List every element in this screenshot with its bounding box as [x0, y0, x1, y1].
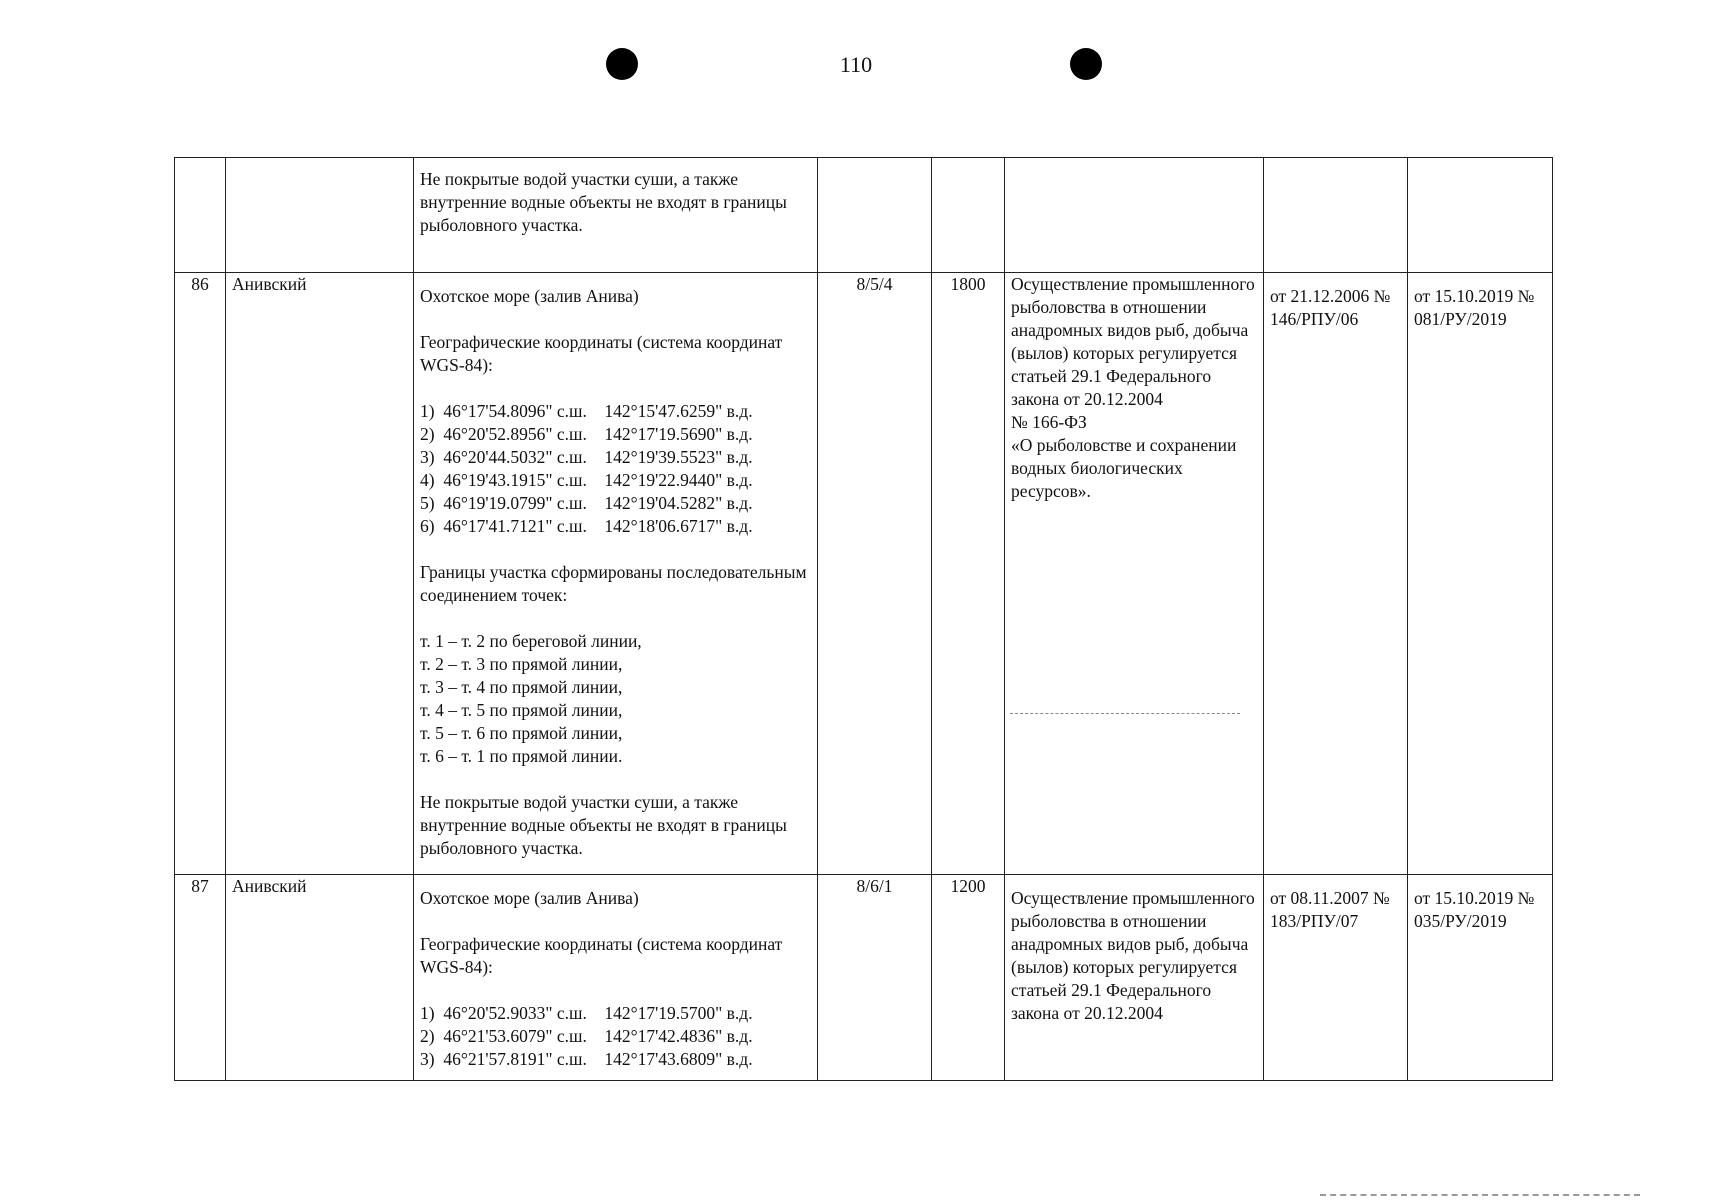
area-cell: 1800	[932, 273, 1005, 875]
purpose-law-number: № 166-ФЗ	[1011, 412, 1087, 432]
boundary-line: т. 6 – т. 1 по прямой линии.	[420, 746, 623, 766]
purpose-text: Осуществление промышленного рыболовства в отношении анадромных видов рыб, добыча (вылов) которых регулируется статьей 29.1 Федерального закона от 20.12.2004	[1011, 274, 1255, 409]
site-name-cell: Анивский	[226, 875, 414, 1081]
boundary-line: т. 1 – т. 2 по береговой линии,	[420, 631, 642, 651]
exclusion-note: Не покрытые водой участки суши, а также внутренние водные объекты не входят в границы рыболовного участка.	[420, 169, 787, 235]
purpose-text: Осуществление промышленного рыболовства в отношении анадромных видов рыб, добыча (вылов) которых регулируется статьей 29.1 Федерального закона от 20.12.2004	[1011, 888, 1255, 1023]
decision-cell	[1264, 158, 1408, 273]
sea-name: Охотское море (залив Анива)	[420, 286, 639, 306]
description-cell	[414, 875, 818, 1081]
coordinates-title: Географические координаты (система координат WGS-84):	[420, 934, 783, 977]
agreement-cell	[1408, 158, 1553, 273]
site-name-cell	[226, 158, 414, 273]
decision-cell: от 21.12.2006 № 146/РПУ/06	[1264, 273, 1408, 875]
table-row	[175, 158, 1553, 273]
boundary-line: т. 2 – т. 3 по прямой линии,	[420, 654, 623, 674]
description-cell	[414, 158, 818, 273]
coordinate-point: 2) 46°21'53.6079" с.ш. 142°17'42.4836" в.д.	[420, 1026, 753, 1046]
coordinate-point: 3) 46°21'57.8191" с.ш. 142°17'43.6809" в.д.	[420, 1049, 753, 1069]
coordinate-point: 6) 46°17'41.7121" с.ш. 142°18'06.6717" в.д.	[420, 516, 753, 536]
purpose-cell	[1005, 875, 1264, 1081]
coordinate-point: 1) 46°20'52.9033" с.ш. 142°17'19.5700" в.д.	[420, 1003, 753, 1023]
code-cell: 8/6/1	[818, 875, 932, 1081]
scan-artifact-dashes	[1010, 713, 1240, 714]
code-cell	[818, 158, 932, 273]
page-number: 110	[839, 52, 873, 77]
scan-artifact-bottom	[1320, 1194, 1640, 1196]
coordinate-point: 1) 46°17'54.8096" с.ш. 142°15'47.6259" в.д.	[420, 401, 753, 421]
coordinate-point: 5) 46°19'19.0799" с.ш. 142°19'04.5282" в.д.	[420, 493, 753, 513]
purpose-law-title: «О рыболовстве и сохранении водных биологических ресурсов».	[1011, 435, 1237, 501]
row-number-cell	[175, 158, 226, 273]
agreement-cell: от 15.10.2019 № 035/РУ/2019	[1408, 875, 1553, 1081]
coordinate-point: 4) 46°19'43.1915" с.ш. 142°19'22.9440" в.д.	[420, 470, 753, 490]
area-cell	[932, 158, 1005, 273]
boundary-line: т. 3 – т. 4 по прямой линии,	[420, 677, 623, 697]
boundary-line: т. 5 – т. 6 по прямой линии,	[420, 723, 623, 743]
area-cell: 1200	[932, 875, 1005, 1081]
purpose-cell	[1005, 158, 1264, 273]
fishing-sites-table	[174, 157, 1553, 1081]
row-number-cell: 87	[175, 875, 226, 1081]
description-cell	[414, 273, 818, 875]
code-cell: 8/5/4	[818, 273, 932, 875]
table-row	[175, 273, 1553, 875]
punch-hole-right	[1070, 48, 1102, 80]
coordinate-point: 3) 46°20'44.5032" с.ш. 142°19'39.5523" в.д.	[420, 447, 753, 467]
table-row	[175, 875, 1553, 1081]
coordinate-point: 2) 46°20'52.8956" с.ш. 142°17'19.5690" в.д.	[420, 424, 753, 444]
exclusion-note: Не покрытые водой участки суши, а также внутренние водные объекты не входят в границы рыболовного участка.	[420, 792, 787, 858]
site-name-cell: Анивский	[226, 273, 414, 875]
boundary-title: Границы участка сформированы последовательным соединением точек:	[420, 562, 807, 605]
sea-name: Охотское море (залив Анива)	[420, 888, 639, 908]
coordinates-title: Географические координаты (система координат WGS-84):	[420, 332, 783, 375]
purpose-cell	[1005, 273, 1264, 875]
decision-cell: от 08.11.2007 № 183/РПУ/07	[1264, 875, 1408, 1081]
agreement-cell: от 15.10.2019 № 081/РУ/2019	[1408, 273, 1553, 875]
boundary-line: т. 4 – т. 5 по прямой линии,	[420, 700, 623, 720]
row-number-cell: 86	[175, 273, 226, 875]
